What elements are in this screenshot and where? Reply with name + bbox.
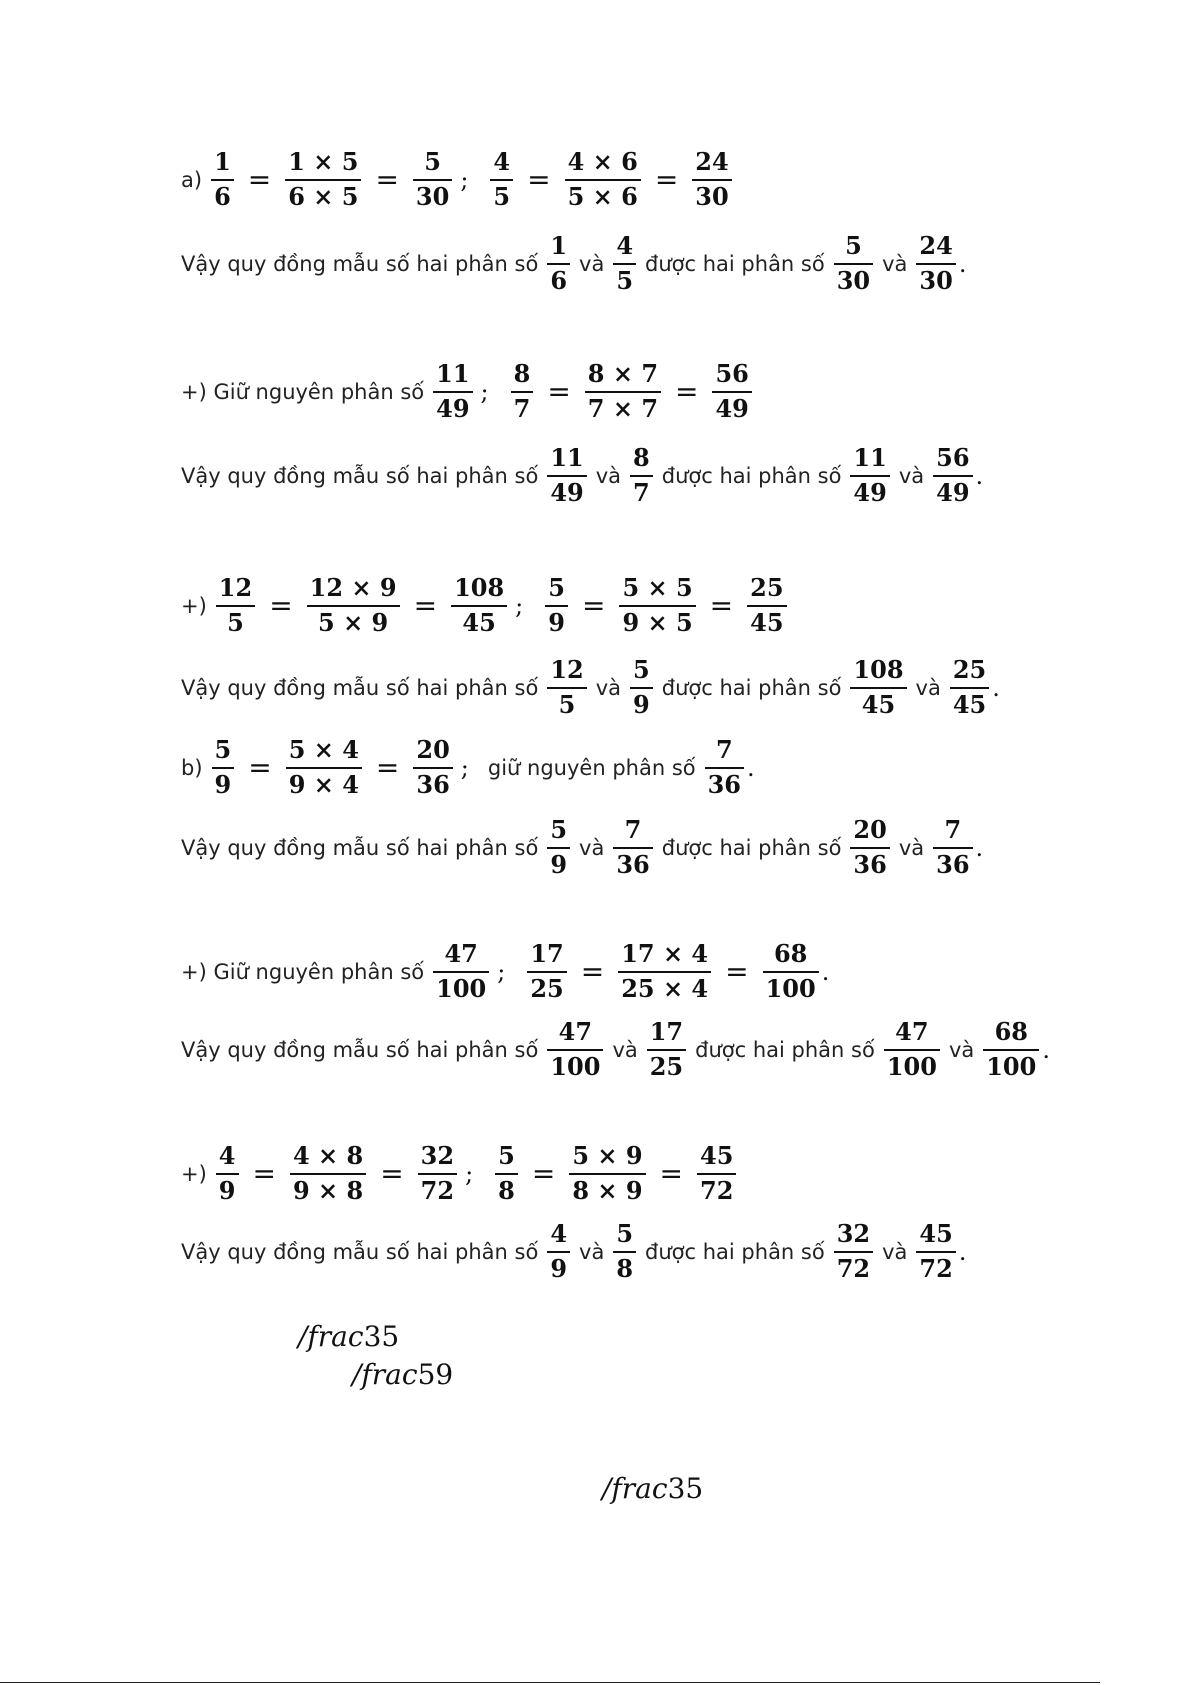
fraction: $\frac{5}{8}$ xyxy=(495,1142,518,1206)
fraction: $\frac{4}{9}$ xyxy=(216,1142,239,1206)
fraction: $\frac{47}{100}$ xyxy=(884,1018,940,1082)
period: . xyxy=(958,1237,967,1266)
and-word: và xyxy=(595,463,622,488)
plus-label: +) xyxy=(181,1161,207,1186)
fraction: $\frac{4}{5}$ xyxy=(613,232,636,296)
conclusion-text: Vậy quy đồng mẫu số hai phân số xyxy=(181,251,539,276)
stray-latex-3 xyxy=(602,1472,703,1505)
b3-equation-line xyxy=(178,1142,742,1206)
stray-command: /frac xyxy=(298,1320,364,1353)
b2-equation-line xyxy=(178,940,829,1004)
period: . xyxy=(1042,1035,1050,1064)
fraction: $\frac{24}{30}$ xyxy=(692,148,731,212)
fraction: $\frac{5}{30}$ xyxy=(413,148,452,212)
fraction: $\frac{12 \times 9}{5 \times 9}$ xyxy=(307,574,400,638)
fraction: $\frac{25}{45}$ xyxy=(747,574,786,638)
fraction: $\frac{17}{25}$ xyxy=(647,1018,686,1082)
keep-label: +) Giữ nguyên phân số xyxy=(181,379,425,404)
semicolon: ; xyxy=(497,957,506,986)
equals-sign: = xyxy=(709,589,734,623)
semicolon: ; xyxy=(460,753,469,782)
equals-sign: = xyxy=(380,1157,404,1191)
stray-number: 59 xyxy=(417,1358,454,1391)
fraction: $\frac{5}{9}$ xyxy=(545,574,568,638)
equals-sign: = xyxy=(269,589,293,623)
equals-sign: = xyxy=(547,375,571,409)
and-word: và xyxy=(898,463,925,488)
result-text: được hai phân số xyxy=(645,251,825,276)
fraction: $\frac{4}{9}$ xyxy=(547,1220,570,1284)
keep-label: +) Giữ nguyên phân số xyxy=(181,959,425,984)
fraction: $\frac{5}{30}$ xyxy=(834,232,873,296)
fraction: $\frac{7}{36}$ xyxy=(613,816,652,880)
b-equation-line xyxy=(178,736,755,800)
fraction: $\frac{45}{72}$ xyxy=(697,1142,736,1206)
fraction: $\frac{47}{100}$ xyxy=(547,1018,603,1082)
fraction: $\frac{12}{5}$ xyxy=(216,574,255,638)
fraction: $\frac{5 \times 5}{9 \times 5}$ xyxy=(619,574,695,638)
fraction: $\frac{8}{7}$ xyxy=(511,360,534,424)
result-text: được hai phân số xyxy=(695,1037,875,1062)
equals-sign: = xyxy=(654,163,679,197)
period: . xyxy=(992,673,1000,702)
fraction: $\frac{32}{72}$ xyxy=(834,1220,873,1284)
fraction: $\frac{11}{49}$ xyxy=(433,360,472,424)
and-word: và xyxy=(579,251,605,276)
and-word: và xyxy=(915,675,941,700)
fraction: $\frac{1 \times 5}{6 \times 5}$ xyxy=(285,148,361,212)
and-word: và xyxy=(948,1037,975,1062)
semicolon: ; xyxy=(480,377,489,406)
fraction: $\frac{24}{30}$ xyxy=(916,232,955,296)
fraction: $\frac{5}{9}$ xyxy=(547,816,570,880)
and-word: và xyxy=(882,1239,908,1264)
fraction: $\frac{25}{45}$ xyxy=(950,656,989,720)
conclusion-text: Vậy quy đồng mẫu số hai phân số xyxy=(181,835,539,860)
plus-label: +) xyxy=(181,593,207,618)
fraction: $\frac{1}{6}$ xyxy=(211,148,234,212)
page-bottom-rule xyxy=(0,1682,1100,1683)
and-word: và xyxy=(612,1037,638,1062)
equals-sign: = xyxy=(725,955,749,989)
part-b-label: b) xyxy=(181,755,203,780)
fraction: $\frac{68}{100}$ xyxy=(763,940,819,1004)
and-word: và xyxy=(579,835,605,860)
result-text: được hai phân số xyxy=(645,1239,825,1264)
fraction: $\frac{5 \times 9}{8 \times 9}$ xyxy=(569,1142,645,1206)
b2-conclusion-line xyxy=(178,1018,1050,1082)
fraction: $\frac{11}{49}$ xyxy=(850,444,889,508)
b3-conclusion-line xyxy=(178,1220,966,1284)
a-equation-line xyxy=(178,148,738,212)
period: . xyxy=(975,461,984,490)
fraction: $\frac{8}{7}$ xyxy=(630,444,653,508)
equals-sign: = xyxy=(531,1157,556,1191)
fraction: $\frac{5}{8}$ xyxy=(613,1220,636,1284)
equals-sign: = xyxy=(659,1157,684,1191)
fraction: $\frac{4 \times 6}{5 \times 6}$ xyxy=(565,148,641,212)
fraction: $\frac{20}{36}$ xyxy=(413,736,452,800)
stray-number: 35 xyxy=(363,1320,400,1353)
fraction: $\frac{45}{72}$ xyxy=(916,1220,955,1284)
equals-sign: = xyxy=(413,589,438,623)
equals-sign: = xyxy=(675,375,699,409)
fraction: $\frac{17 \times 4}{25 \times 4}$ xyxy=(618,940,711,1004)
period: . xyxy=(747,753,755,782)
fraction: $\frac{68}{100}$ xyxy=(983,1018,1039,1082)
stray-latex-1 xyxy=(298,1320,399,1353)
semicolon: ; xyxy=(515,591,524,620)
and-word: và xyxy=(595,675,622,700)
keep-text: giữ nguyên phân số xyxy=(487,755,696,780)
fraction: $\frac{12}{5}$ xyxy=(547,656,586,720)
a3-equation-line xyxy=(178,574,793,638)
conclusion-text: Vậy quy đồng mẫu số hai phân số xyxy=(181,675,539,700)
fraction: $\frac{47}{100}$ xyxy=(433,940,489,1004)
and-word: và xyxy=(898,835,925,860)
fraction: $\frac{7}{36}$ xyxy=(705,736,744,800)
fraction: $\frac{20}{36}$ xyxy=(850,816,889,880)
a2-equation-line xyxy=(178,360,758,424)
fraction: $\frac{4 \times 8}{9 \times 8}$ xyxy=(290,1142,366,1206)
stray-number: 35 xyxy=(667,1472,704,1505)
fraction: $\frac{5 \times 4}{9 \times 4}$ xyxy=(286,736,362,800)
stray-command: /frac xyxy=(352,1358,418,1391)
fraction: $\frac{108}{45}$ xyxy=(850,656,906,720)
a-conclusion-line xyxy=(178,232,966,296)
and-word: và xyxy=(882,251,908,276)
equals-sign: = xyxy=(581,589,606,623)
fraction: $\frac{32}{72}$ xyxy=(418,1142,457,1206)
fraction: $\frac{11}{49}$ xyxy=(547,444,586,508)
equals-sign: = xyxy=(248,751,272,785)
stray-latex-2 xyxy=(352,1358,453,1391)
conclusion-text: Vậy quy đồng mẫu số hai phân số xyxy=(181,463,539,488)
semicolon: ; xyxy=(465,1159,474,1188)
conclusion-text: Vậy quy đồng mẫu số hai phân số xyxy=(181,1037,539,1062)
fraction: $\frac{4}{5}$ xyxy=(490,148,513,212)
fraction: $\frac{1}{6}$ xyxy=(547,232,570,296)
fraction: $\frac{56}{49}$ xyxy=(933,444,972,508)
period: . xyxy=(975,833,984,862)
a2-conclusion-line xyxy=(178,444,983,508)
equals-sign: = xyxy=(375,163,399,197)
equals-sign: = xyxy=(252,1157,276,1191)
b-conclusion-line xyxy=(178,816,983,880)
result-text: được hai phân số xyxy=(661,675,842,700)
equals-sign: = xyxy=(375,751,400,785)
stray-command: /frac xyxy=(602,1472,668,1505)
equals-sign: = xyxy=(247,163,272,197)
fraction: $\frac{5}{9}$ xyxy=(630,656,653,720)
fraction: $\frac{8 \times 7}{7 \times 7}$ xyxy=(585,360,661,424)
and-word: và xyxy=(579,1239,605,1264)
fraction: $\frac{17}{25}$ xyxy=(527,940,566,1004)
fraction: $\frac{56}{49}$ xyxy=(712,360,751,424)
semicolon: ; xyxy=(460,165,469,194)
fraction: $\frac{7}{36}$ xyxy=(933,816,972,880)
period: . xyxy=(958,249,967,278)
a3-conclusion-line xyxy=(178,656,1000,720)
conclusion-text: Vậy quy đồng mẫu số hai phân số xyxy=(181,1239,539,1264)
fraction: $\frac{5}{9}$ xyxy=(212,736,235,800)
fraction: $\frac{108}{45}$ xyxy=(451,574,507,638)
part-a-label: a) xyxy=(181,167,203,192)
equals-sign: = xyxy=(580,955,605,989)
result-text: được hai phân số xyxy=(661,835,842,860)
period: . xyxy=(821,957,830,986)
result-text: được hai phân số xyxy=(661,463,842,488)
equals-sign: = xyxy=(527,163,551,197)
